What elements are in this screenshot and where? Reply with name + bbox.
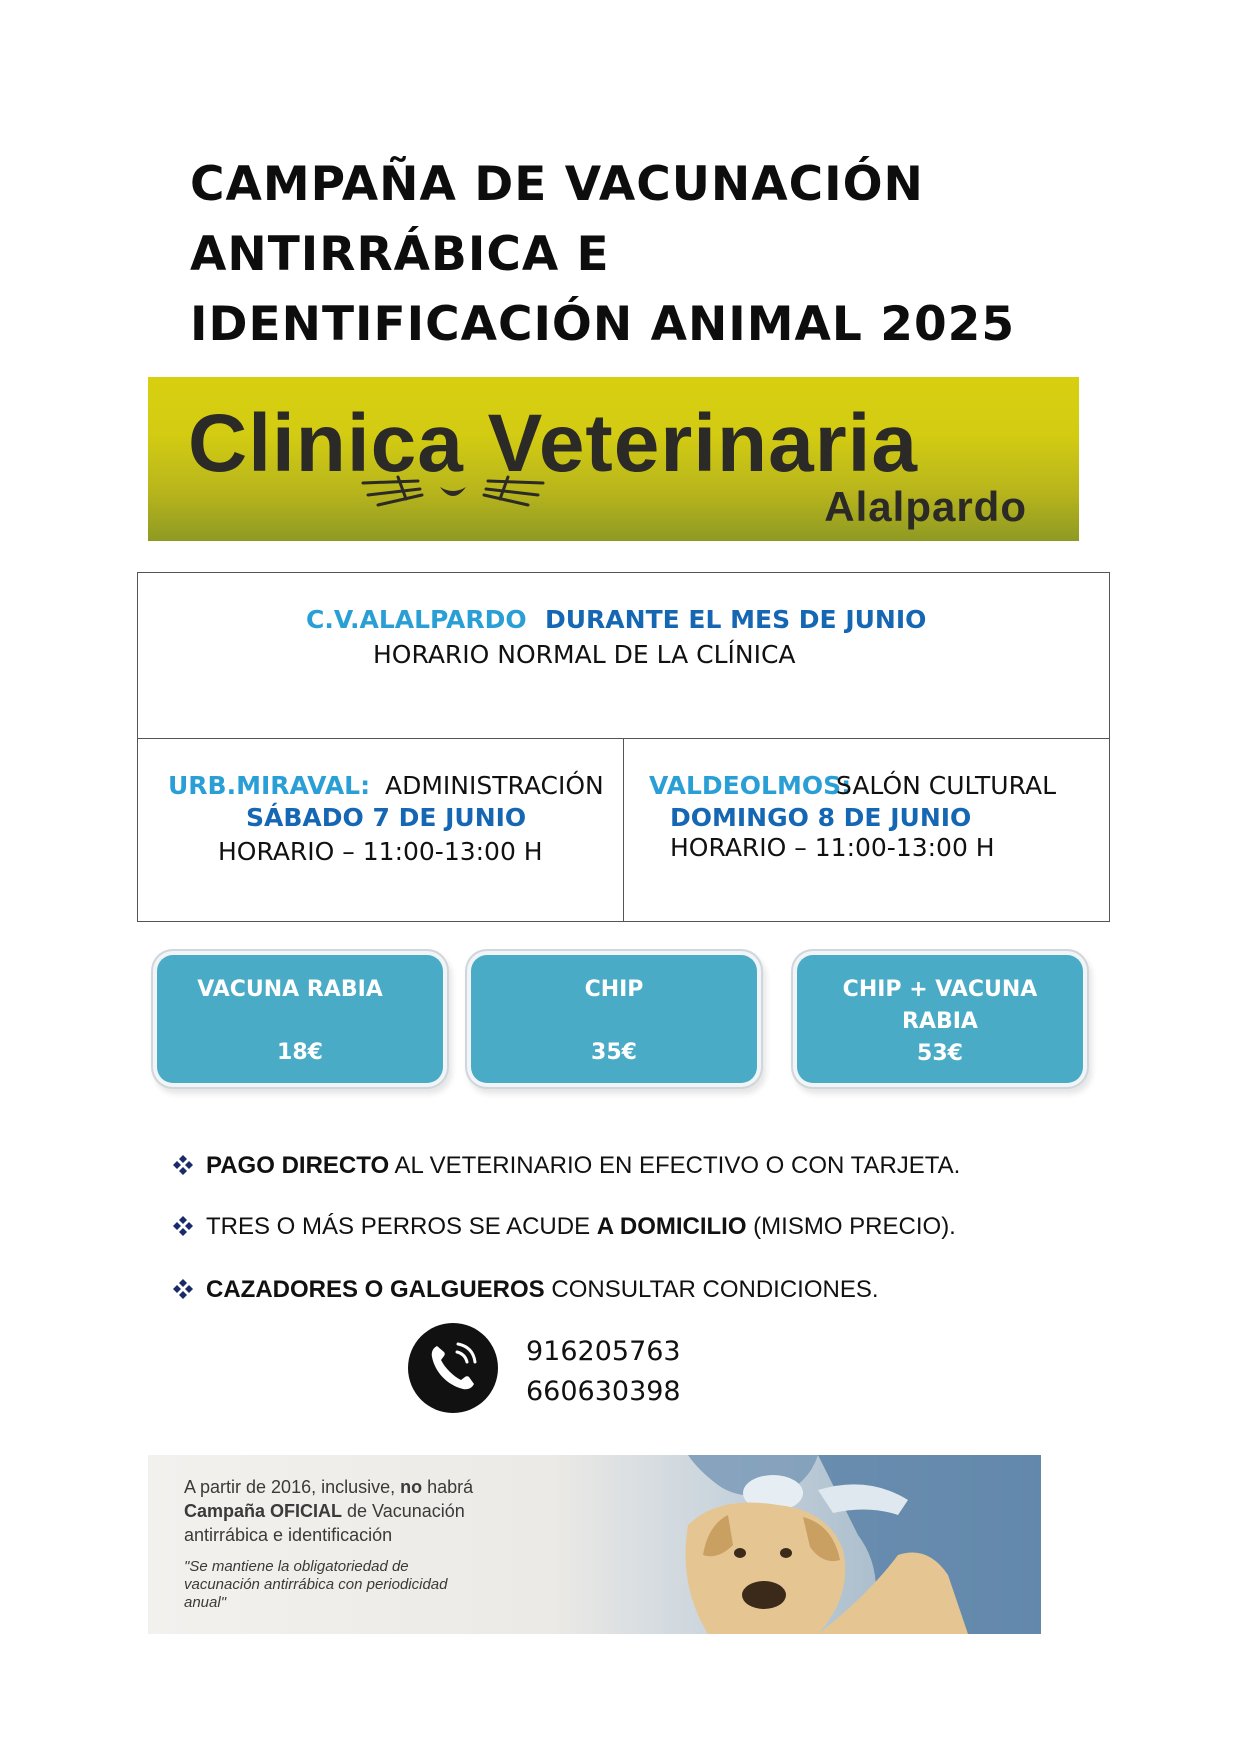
banner-line-2-bold: Campaña OFICIAL [184,1501,343,1521]
cat-whiskers-icon [358,469,548,509]
schedule-table [137,572,1110,922]
price-label-line-1: CHIP + VACUNA [842,977,1038,1002]
price-label-line-2: RABIA [902,1009,978,1034]
info-banner [148,1455,1041,1634]
valdeolmos-place: VALDEOLMOS: [649,771,852,800]
price-value: 18€ [277,1040,323,1065]
banner-quote-2: vacunación antirrábica con periodicidad [184,1576,448,1593]
miraval-hours: HORARIO – 11:00-13:00 H [218,837,543,866]
valdeolmos-date: DOMINGO 8 DE JUNIO [670,803,972,832]
note-hunters [172,1276,879,1304]
price-box-chip-rabies [797,955,1083,1083]
clinic-hours: HORARIO NORMAL DE LA CLÍNICA [373,640,796,669]
note-home-visit-bold: A DOMICILIO [596,1213,747,1240]
banner-line-1-start: A partir de 2016, inclusive, [184,1477,401,1497]
clinic-logo [148,377,1079,541]
valdeolmos-venue: SALÓN CULTURAL [836,771,1056,800]
price-label: CHIP [584,977,644,1002]
clinic-place: C.V.ALALPARDO [306,605,527,634]
miraval-date: SÁBADO 7 DE JUNIO [246,803,527,832]
note-payment-text: AL VETERINARIO EN EFECTIVO O CON TARJETA. [389,1152,961,1179]
price-box-rabies [157,955,443,1083]
note-hunters-bold: CAZADORES O GALGUEROS [206,1276,545,1303]
banner-line-3: antirrábica e identificación [184,1525,393,1545]
banner-line-2-end: de Vacunación [342,1501,465,1521]
title-line-3: IDENTIFICACIÓN ANIMAL 2025 [190,297,1016,352]
miraval-venue: ADMINISTRACIÓN [385,771,604,800]
banner-line-1-end: habrá [422,1477,474,1497]
clinic-period: DURANTE EL MES DE JUNIO [545,605,927,634]
page-title [190,150,1015,360]
vet-dog-photo [568,1455,1041,1634]
diamond-bullet-icon [172,1154,194,1176]
note-payment-bold: PAGO DIRECTO [206,1152,390,1179]
miraval-place: URB.MIRAVAL: [168,771,371,800]
banner-quote-1: "Se mantiene la obligatoriedad de [184,1558,409,1575]
diamond-bullet-icon [172,1278,194,1300]
diamond-bullet-icon [172,1215,194,1237]
banner-line-2 [184,1501,465,1522]
schedule-clinic-cell [138,573,1109,739]
schedule-valdeolmos-cell [624,739,1109,921]
banner-line-1 [184,1477,473,1498]
note-hunters-text: CONSULTAR CONDICIONES. [544,1276,879,1303]
price-value: 35€ [591,1040,637,1065]
logo-clinic-name: Clinica Veterinaria [188,398,919,489]
phone-numbers [526,1332,681,1412]
valdeolmos-hours: HORARIO – 11:00-13:00 H [670,833,995,862]
price-box-chip [471,955,757,1083]
logo-location: Alalpardo [824,483,1027,530]
price-label: VACUNA RABIA [197,977,383,1002]
note-home-visit [172,1213,956,1241]
phone-number-2[interactable]: 660630398 [526,1376,681,1407]
title-line-1: CAMPAÑA DE VACUNACIÓN [190,157,924,212]
phone-number-1[interactable]: 916205763 [526,1336,681,1367]
note-home-visit-end: (MISMO PRECIO). [746,1213,956,1240]
banner-line-1-bold: no [400,1477,423,1497]
note-payment [172,1152,960,1180]
title-line-2: ANTIRRÁBICA E [190,227,610,282]
banner-quote-3: anual" [184,1594,227,1611]
schedule-miraval-cell [138,739,624,921]
note-home-visit-start: TRES O MÁS PERROS SE ACUDE [206,1213,597,1240]
price-value: 53€ [917,1041,963,1066]
phone-icon [407,1322,499,1414]
